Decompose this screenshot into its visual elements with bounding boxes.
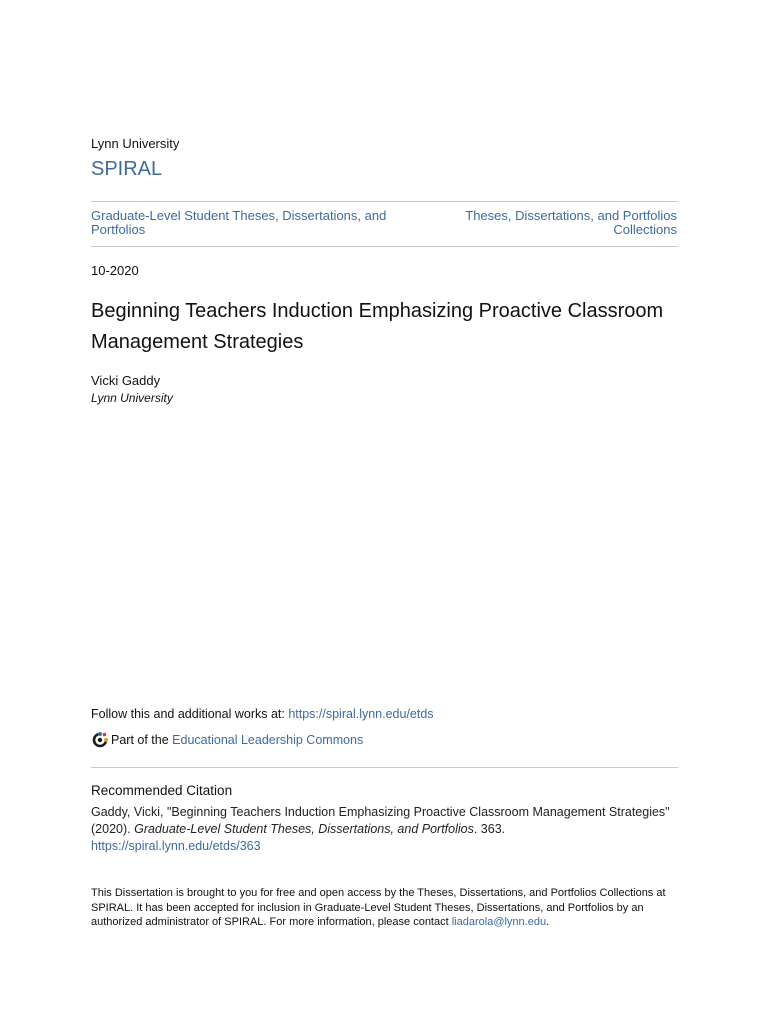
- commons-link[interactable]: Educational Leadership Commons: [172, 733, 364, 747]
- part-of-text: Part of the: [111, 733, 169, 747]
- divider-citation: [91, 767, 678, 768]
- collection-link-graduate[interactable]: Graduate-Level Student Theses, Dissertations, and Portfolios: [91, 208, 387, 237]
- contact-email-link[interactable]: liadarola@lynn.edu: [451, 916, 547, 929]
- follow-url-link[interactable]: https://spiral.lynn.edu/etds: [288, 707, 434, 721]
- author-name: Vicki Gaddy: [91, 373, 161, 388]
- citation-url-link[interactable]: https://spiral.lynn.edu/etds/363: [91, 839, 261, 853]
- institution-name: Lynn University: [91, 136, 180, 151]
- citation-text: [91, 804, 686, 855]
- access-notice-end: .: [546, 916, 550, 929]
- document-title: Beginning Teachers Induction Emphasizing Proactive Classroom Management Strategies: [91, 300, 664, 353]
- citation-series: Graduate-Level Student Theses, Dissertations, and Portfolios: [134, 822, 474, 836]
- publication-date: 10-2020: [91, 263, 139, 278]
- follow-text: Follow this and additional works at:: [91, 707, 289, 721]
- author-affiliation: Lynn University: [91, 391, 173, 405]
- access-notice-text: This Dissertation is brought to you for free and open access by the Theses, Dissertations, and Portfolios Collections at SPIRAL. It has been accepted for inclusion in Graduate-Level Student Theses, Dissertations, and Portfolios by an authorized administrator of SPIRAL. For more information, please contact: [91, 887, 666, 929]
- part-of-line: [91, 731, 363, 749]
- collection-link-theses[interactable]: Theses, Dissertations, and Portfolios Collections: [465, 208, 677, 237]
- citation-body: Gaddy, Vicki, "Beginning Teachers Induction Emphasizing Proactive Classroom Management Strategies" (2020).: [91, 805, 670, 836]
- citation-number: . 363.: [473, 822, 506, 836]
- access-notice: [91, 886, 681, 930]
- citation-heading: Recommended Citation: [91, 783, 233, 798]
- divider-collections: [91, 246, 678, 247]
- repository-link[interactable]: SPIRAL: [91, 158, 163, 180]
- follow-line: [91, 707, 434, 721]
- divider-top: [91, 201, 678, 202]
- network-commons-icon: [91, 731, 109, 749]
